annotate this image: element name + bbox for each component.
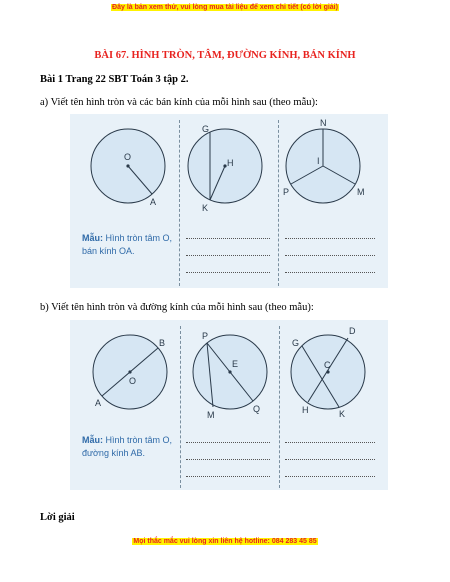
footer-notice: Mọi thắc mắc vui lòng xin liên hệ hotline: 084 283 45 85 <box>133 538 317 545</box>
label: A <box>150 197 157 207</box>
part-a-circles <box>70 114 388 288</box>
label: A <box>95 398 102 408</box>
answer-line <box>285 255 375 256</box>
answer-line <box>186 255 270 256</box>
answer-line <box>285 238 375 239</box>
answer-line <box>186 238 270 239</box>
part-a-question: a) Viết tên hình tròn và các bán kính của mỗi hình sau (theo mẫu): <box>40 97 318 108</box>
solution-heading: Lời giải <box>40 512 75 523</box>
label: C <box>324 360 331 370</box>
page-title: BÀI 67. HÌNH TRÒN, TÂM, ĐƯỜNG KÍNH, BÁN KÍNH <box>94 50 356 61</box>
header-notice: Đây là bản xem thử, vui lòng mua tài liệu để xem chi tiết (có lời giải) <box>112 4 338 11</box>
label: H <box>302 405 309 415</box>
label: P <box>202 331 209 341</box>
answer-line <box>186 442 270 443</box>
answer-line <box>285 272 375 273</box>
part-a-figure <box>70 114 388 288</box>
part-b-circles <box>70 320 388 490</box>
exercise-heading: Bài 1 Trang 22 SBT Toán 3 tập 2. <box>40 74 189 85</box>
part-b-figure <box>70 320 388 490</box>
answer-line <box>285 459 375 460</box>
answer-line <box>186 272 270 273</box>
label: E <box>232 359 239 369</box>
separator <box>180 326 181 488</box>
label: G <box>292 338 300 348</box>
separator <box>179 120 180 286</box>
label: M <box>207 410 215 420</box>
example-text: Mẫu: Hình tròn tâm O, bán kính OA. <box>82 233 173 256</box>
answer-line <box>285 476 375 477</box>
label: M <box>357 187 365 197</box>
label: G <box>202 124 210 134</box>
label: B <box>159 338 166 348</box>
separator <box>278 120 279 286</box>
separator <box>279 326 280 488</box>
label: O <box>129 376 137 386</box>
label: O <box>124 152 132 162</box>
part-b-question: b) Viết tên hình tròn và đường kính của mỗi hình sau (theo mẫu): <box>40 302 314 313</box>
label: I <box>317 156 320 166</box>
label: Q <box>253 404 261 414</box>
label: K <box>339 409 346 419</box>
label: D <box>349 326 356 336</box>
example-text: Mẫu: Hình tròn tâm O, đường kính AB. <box>82 435 173 458</box>
label: H <box>227 158 234 168</box>
answer-line <box>285 442 375 443</box>
label: N <box>320 118 327 128</box>
answer-line <box>186 459 270 460</box>
answer-line <box>186 476 270 477</box>
label: K <box>202 203 209 213</box>
label: P <box>283 187 290 197</box>
